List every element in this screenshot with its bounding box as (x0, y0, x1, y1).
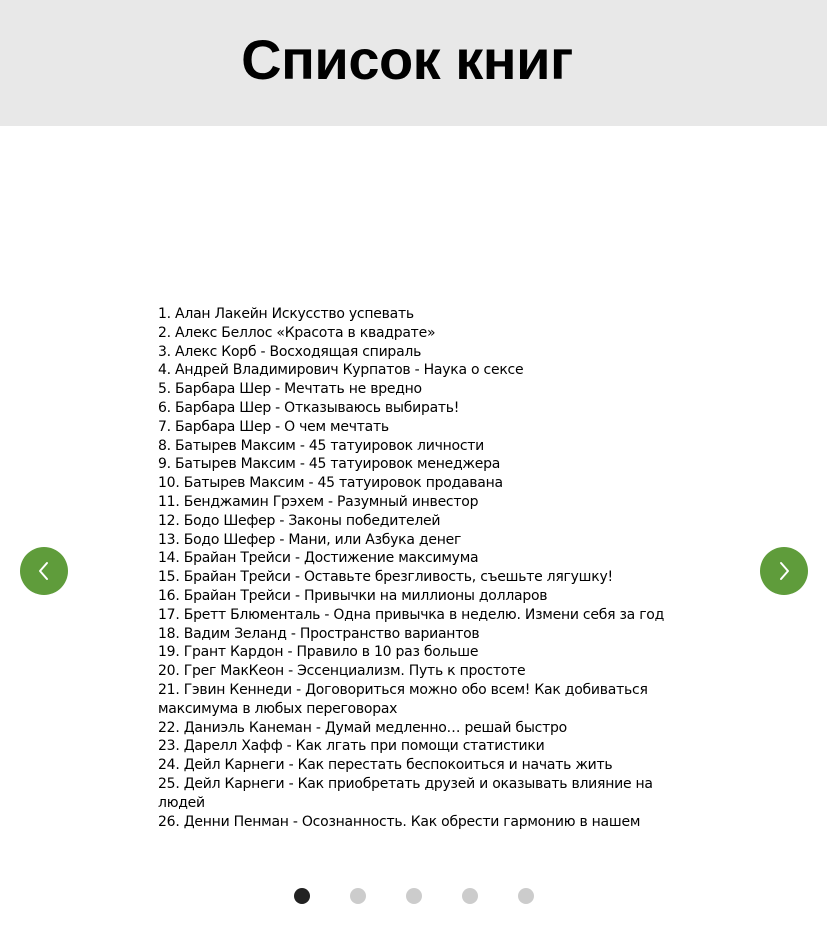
pagination-dot-4[interactable] (462, 888, 478, 904)
book-list (158, 305, 678, 831)
book-list-item: 6. Барбара Шер - Отказываюсь выбирать! (158, 399, 460, 416)
page-title: Список книг (241, 28, 573, 91)
book-list-item: 1. Алан Лакейн Искусство успевать (158, 306, 414, 322)
book-list-item: 20. Грег МакКеон - Эссенциализм. Путь к простоте (158, 663, 526, 680)
book-list-item: 25. Дейл Карнеги - Как приобретать друзей и оказывать влияние на людей (158, 775, 653, 811)
book-list-item: 14. Брайан Трейси - Достижение максимума (158, 550, 479, 567)
book-list-item: 5. Барбара Шер - Мечтать не вредно (158, 381, 422, 398)
book-list-item: 15. Брайан Трейси - Оставьте брезгливость, съешьте лягушку! (158, 569, 613, 586)
book-list-item: 23. Дарелл Хафф - Как лгать при помощи статистики (158, 738, 545, 755)
book-list-item: 4. Андрей Владимирович Курпатов - Наука о сексе (158, 362, 524, 379)
book-list-item: 16. Брайан Трейси - Привычки на миллионы долларов (158, 587, 548, 604)
book-list-item: 8. Батырев Максим - 45 татуировок личности (158, 437, 485, 454)
carousel-next-button[interactable] (760, 547, 808, 595)
book-list-item: 17. Бретт Блюменталь - Одна привычка в неделю. Измени себя за год (158, 606, 665, 623)
book-list-item: 3. Алекс Корб - Восходящая спираль (158, 343, 422, 360)
pagination-dot-2[interactable] (350, 888, 366, 904)
chevron-left-icon (20, 547, 68, 595)
page-header (0, 0, 827, 126)
book-list-item: 9. Батырев Максим - 45 татуировок менеджера (158, 456, 501, 473)
book-list-item: 12. Бодо Шефер - Законы победителей (158, 512, 441, 529)
chevron-right-icon (760, 547, 808, 595)
book-list-item: 26. Денни Пенман - Осознанность. Как обрести гармонию в нашем (158, 813, 641, 830)
book-list-item: 24. Дейл Карнеги - Как перестать беспокоиться и начать жить (158, 757, 613, 774)
book-list-item: 7. Барбара Шер - О чем мечтать (158, 418, 389, 435)
book-list-item: 11. Бенджамин Грэхем - Разумный инвестор (158, 493, 479, 510)
book-list-item: 13. Бодо Шефер - Мани, или Азбука денег (158, 531, 462, 548)
carousel-slide (158, 305, 678, 845)
book-list-item: 18. Вадим Зеланд - Пространство вариантов (158, 625, 480, 642)
book-list-item: 10. Батырев Максим - 45 татуировок продавана (158, 475, 503, 492)
book-list-item: 19. Грант Кардон - Правило в 10 раз больше (158, 644, 479, 661)
book-list-item: 22. Даниэль Канеман - Думай медленно… решай быстро (158, 719, 567, 736)
carousel-prev-button[interactable] (20, 547, 68, 595)
pagination-dot-1[interactable] (294, 888, 310, 904)
book-list-item: 2. Алекс Беллос «Красота в квадрате» (158, 324, 436, 341)
pagination-dot-5[interactable] (518, 888, 534, 904)
book-list-item: 21. Гэвин Кеннеди - Договориться можно обо всем! Как добиваться максимума в любых переговорах (158, 681, 648, 717)
pagination-dot-3[interactable] (406, 888, 422, 904)
